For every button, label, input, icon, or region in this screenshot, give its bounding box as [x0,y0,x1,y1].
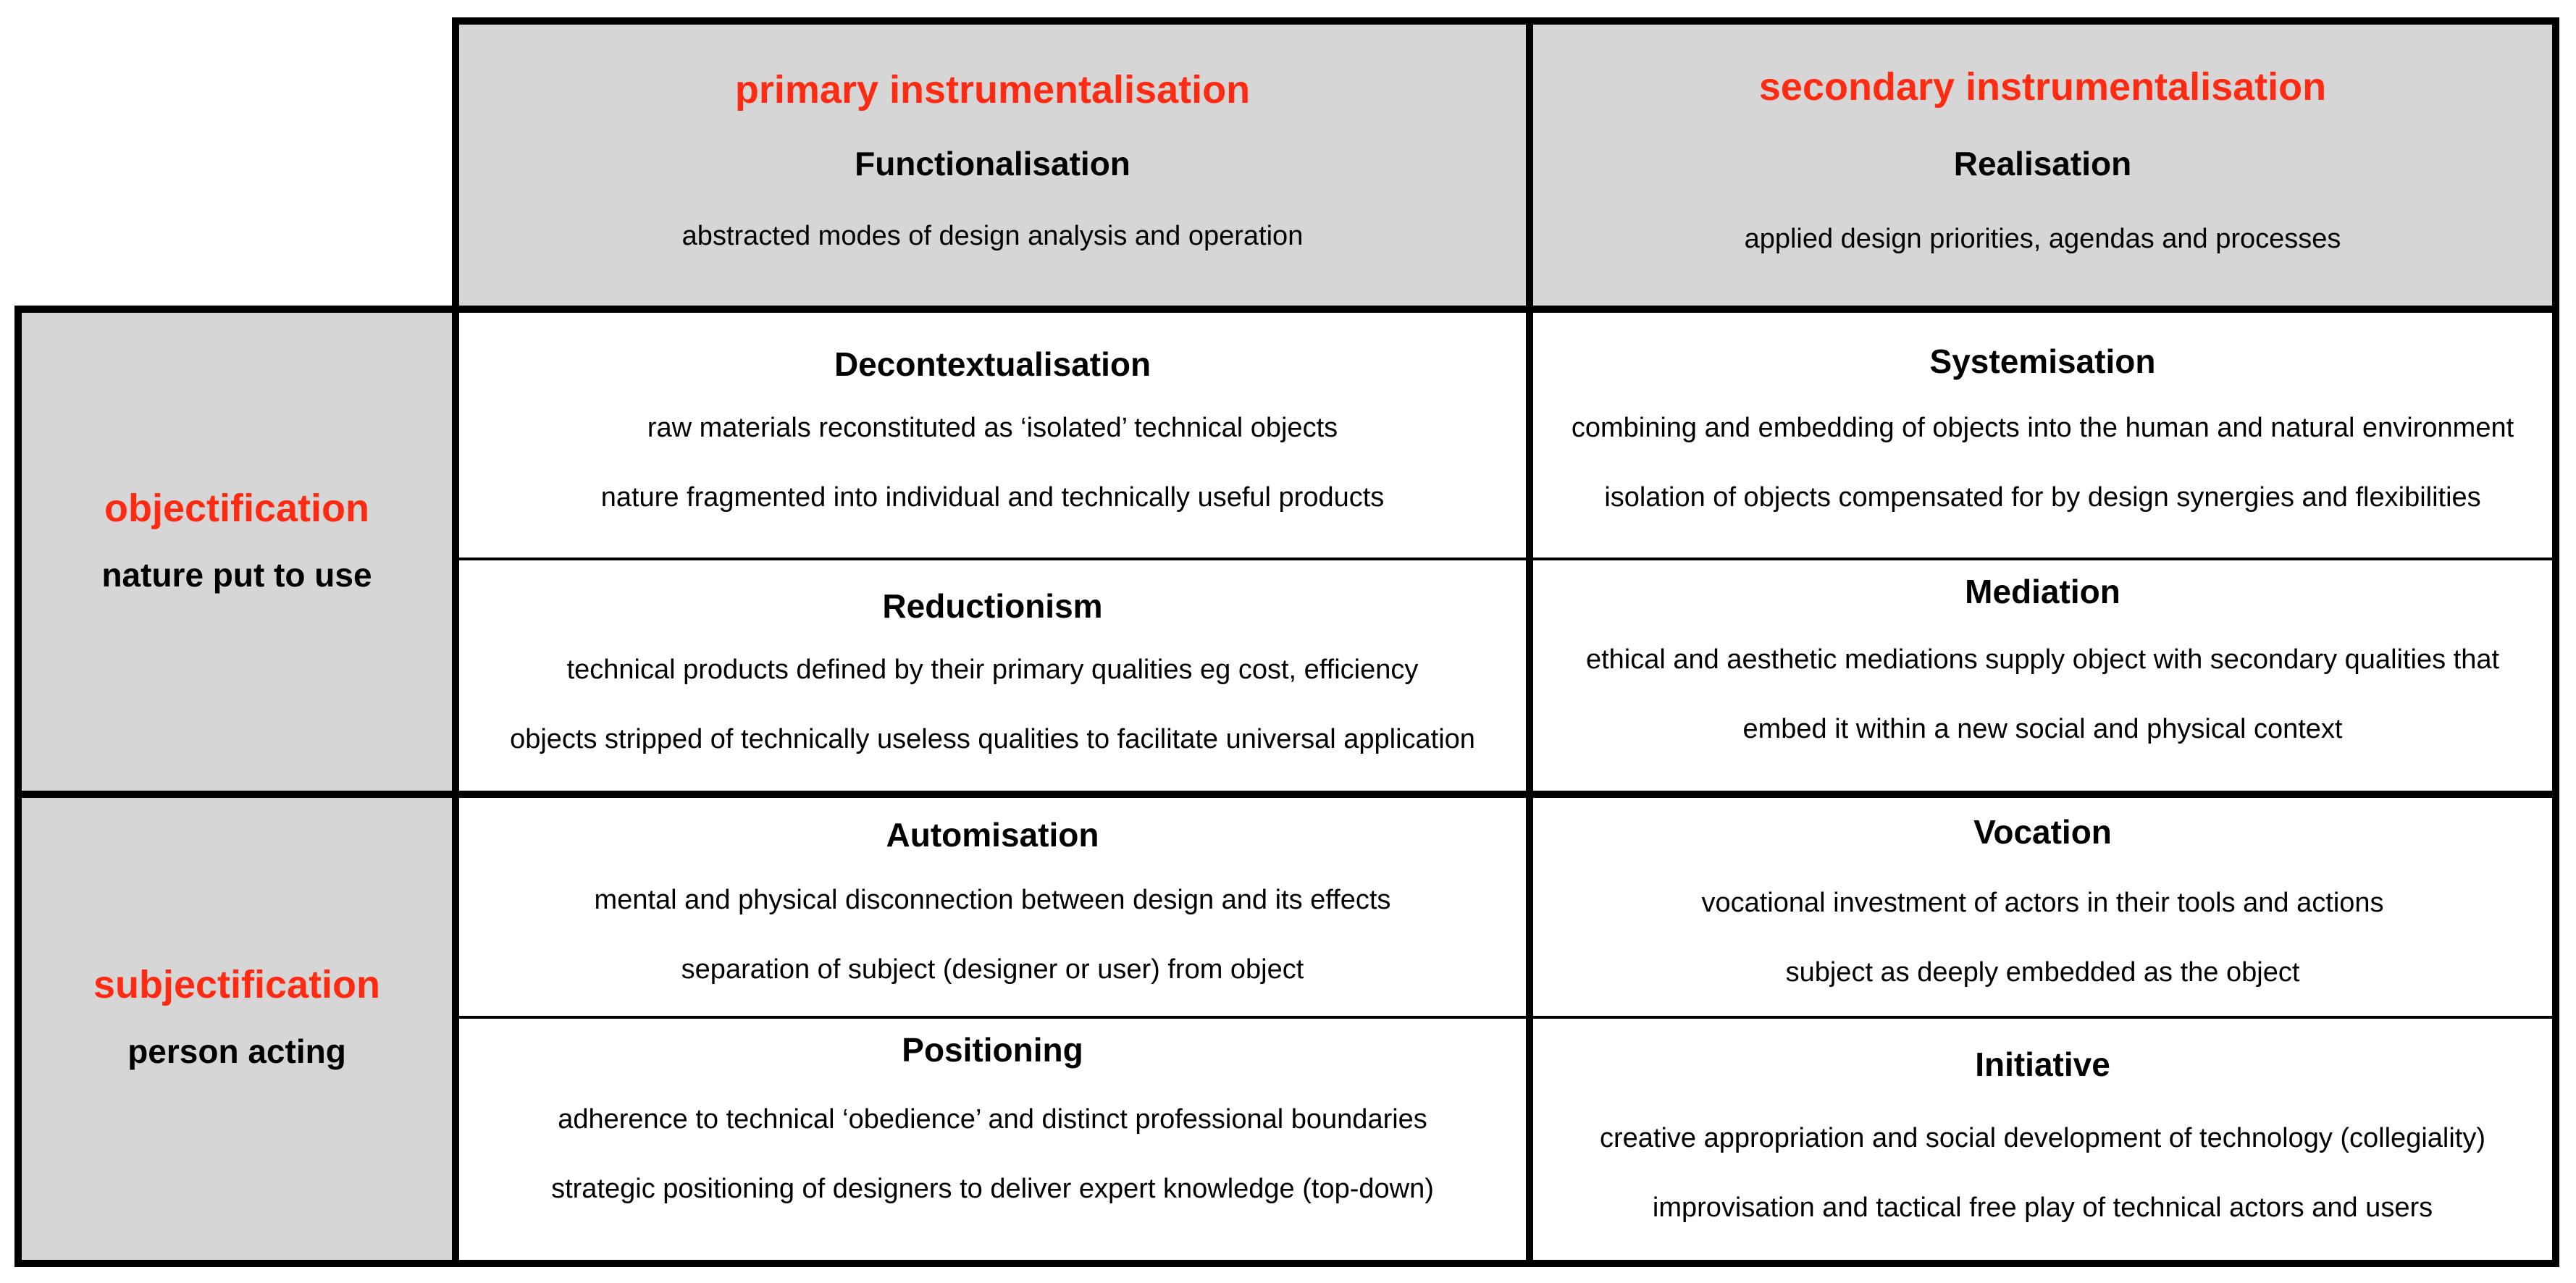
row-header-subjectification [22,798,452,1260]
column-heading: Realisation [1953,144,2132,182]
grid-line-row-divider [14,791,2559,798]
column-header-primary [459,25,1526,306]
cell-initiative [1533,1019,2552,1260]
column-title: secondary instrumentalisation [1758,65,2327,109]
grid-line-col-1 [452,17,459,1267]
cell-heading: Reductionism [882,587,1103,625]
cell-line: improvisation and tactical free play of technical actors and users [1652,1192,2433,1223]
cell-line: technical products defined by their primary qualities eg cost, efficiency [566,655,1419,686]
cell-line: subject as deeply embedded as the object [1785,956,2300,988]
cell-line: ethical and aesthetic mediations supply object with secondary qualities that [1585,644,2500,676]
cell-systemisation [1533,313,2552,558]
cell-heading: Automisation [886,816,1099,854]
grid-line-top [452,17,2559,25]
cell-line: adherence to technical ‘obedience’ and distinct professional boundaries [558,1104,1427,1135]
cell-line: combining and embedding of objects into the human and natural environment [1571,413,2514,444]
column-heading: Functionalisation [855,144,1130,182]
cell-heading: Mediation [1965,573,2120,610]
cell-heading: Positioning [902,1031,1083,1069]
cell-heading: Decontextualisation [834,345,1151,383]
grid-line-col-2 [1526,17,1533,1267]
cell-vocation [1533,798,2552,1016]
grid-line-bottom [14,1260,2559,1267]
cell-line: nature fragmented into individual and technically useful products [600,481,1385,513]
cell-heading: Systemisation [1929,342,2156,380]
cell-heading: Vocation [1973,813,2112,851]
row-title: objectification [104,487,370,530]
cell-line: mental and physical disconnection between design and its effects [594,885,1391,916]
cell-automisation [459,798,1526,1016]
cell-decontextualisation [459,313,1526,558]
cell-line: vocational investment of actors in their tools and actions [1701,888,2384,919]
cell-line: raw materials reconstituted as ‘isolated’ technical objects [647,413,1338,444]
grid-line-left [14,306,22,1267]
grid-line-header-bottom [14,306,2559,313]
cell-line: separation of subject (designer or user) from object [681,954,1304,985]
cell-heading: Initiative [1975,1046,2110,1083]
column-header-secondary [1533,25,2552,306]
cell-positioning [459,1019,1526,1260]
grid-line-right [2552,17,2559,1267]
cell-line: isolation of objects compensated for by design synergies and flexibilities [1604,481,2481,513]
cell-mediation [1533,560,2552,791]
column-description: applied design priorities, agendas and processes [1744,223,2341,254]
row-subtitle: nature put to use [101,555,372,594]
row-title: subjectification [93,963,381,1006]
row-header-objectification [22,313,452,791]
cell-line: embed it within a new social and physical context [1742,713,2343,744]
cell-reductionism [459,560,1526,791]
column-title: primary instrumentalisation [734,68,1251,112]
cell-line: creative appropriation and social development of technology (collegiality) [1599,1123,2486,1154]
row-subtitle: person acting [127,1032,346,1070]
cell-line: strategic positioning of designers to deliver expert knowledge (top-down) [551,1173,1434,1204]
column-description: abstracted modes of design analysis and operation [681,220,1304,251]
cell-line: objects stripped of technically useless qualities to facilitate universal application [510,723,1475,754]
